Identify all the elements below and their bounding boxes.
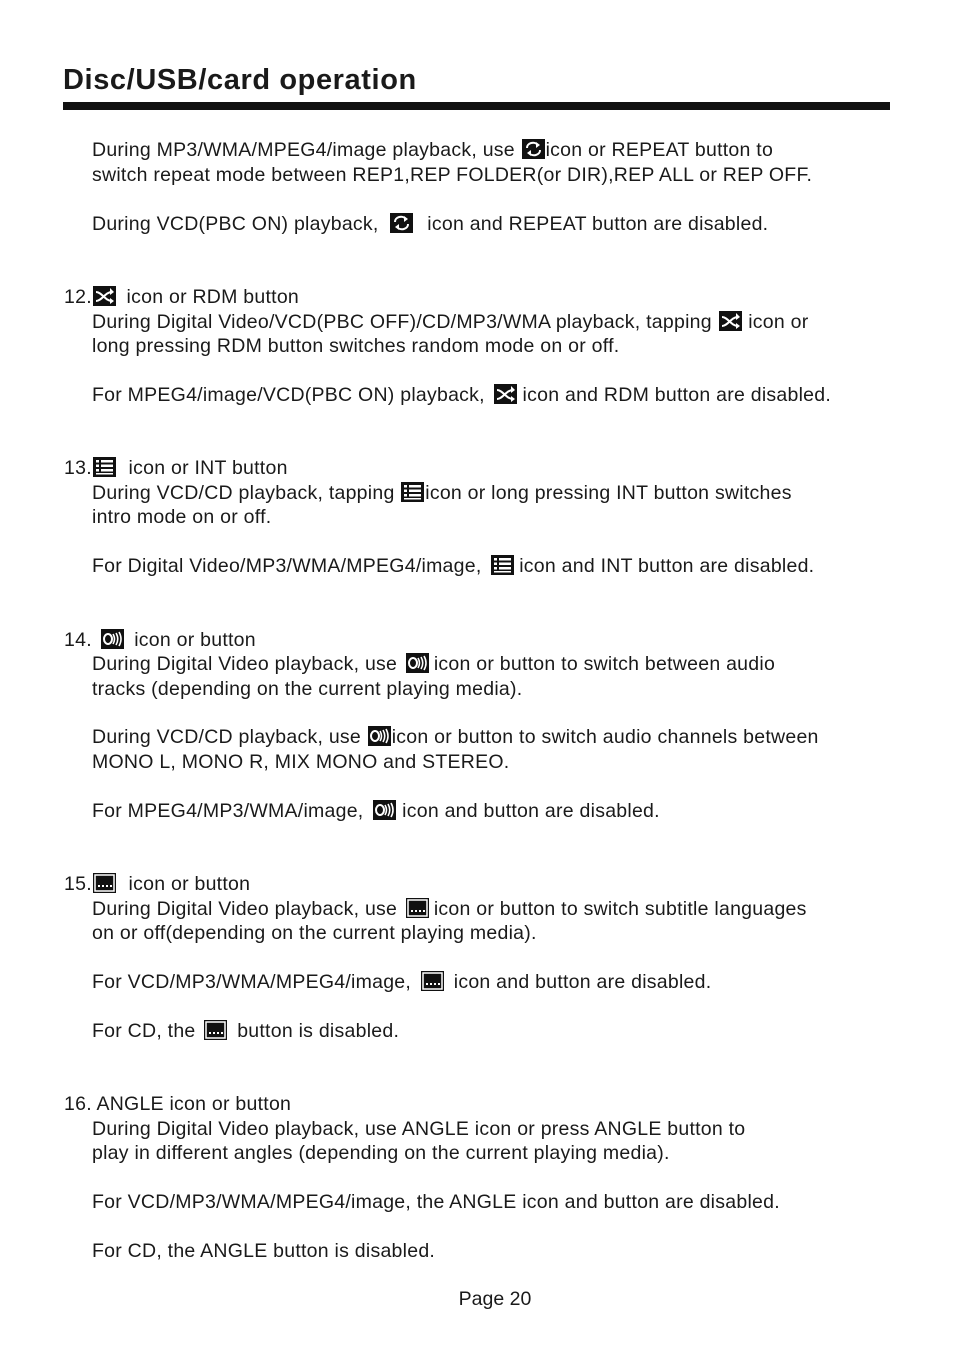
intro-list-icon — [93, 457, 116, 477]
section-14-line-4: MONO L, MONO R, MIX MONO and STEREO. — [92, 751, 510, 773]
repeat-icon — [390, 213, 413, 233]
section-14-heading: 14. icon or button — [64, 629, 256, 651]
random-icon — [719, 311, 742, 331]
title-rule — [63, 102, 890, 110]
section-12-line-1: During Digital Video/VCD(PBC OFF)/CD/MP3/WMA playback, tapping icon or — [92, 311, 809, 333]
repeat-line-2: switch repeat mode between REP1,REP FOLDER(or DIR),REP ALL or REP OFF. — [92, 164, 813, 186]
random-icon — [494, 384, 517, 404]
section-13-heading: 13. icon or INT button — [64, 457, 288, 479]
repeat-line-3: During VCD(PBC ON) playback, icon and REPEAT button are disabled. — [92, 213, 769, 235]
section-15-line-2: on or off(depending on the current playing media). — [92, 922, 537, 944]
section-13-line-1: During VCD/CD playback, tapping icon or long pressing INT button switches — [92, 482, 792, 504]
repeat-line-1: During MP3/WMA/MPEG4/image playback, use icon or REPEAT button to — [92, 139, 774, 161]
subtitle-icon — [93, 873, 116, 893]
subtitle-icon — [204, 1020, 227, 1040]
section-16-heading: 16. ANGLE icon or button — [64, 1093, 292, 1115]
section-14-line-5: For MPEG4/MP3/WMA/image, icon and button are disabled. — [92, 800, 660, 822]
section-14-line-1: During Digital Video playback, use icon or button to switch between audio — [92, 653, 776, 675]
section-15-heading: 15. icon or button — [64, 873, 251, 895]
section-16-line-4: For CD, the ANGLE button is disabled. — [92, 1240, 436, 1262]
section-14-line-3: During VCD/CD playback, use icon or button to switch audio channels between — [92, 726, 819, 748]
subtitle-icon — [421, 971, 444, 991]
section-15-line-1: During Digital Video playback, use icon or button to switch subtitle languages — [92, 898, 807, 920]
audio-track-icon — [101, 629, 124, 649]
section-16-line-1: During Digital Video playback, use ANGLE icon or press ANGLE button to — [92, 1118, 746, 1140]
section-14-line-2: tracks (depending on the current playing media). — [92, 678, 523, 700]
page-number: Page 20 — [458, 1288, 532, 1310]
random-icon — [93, 286, 116, 306]
section-13-line-2: intro mode on or off. — [92, 506, 272, 528]
section-12-line-2: long pressing RDM button switches random mode on or off. — [92, 335, 620, 357]
section-16-line-3: For VCD/MP3/WMA/MPEG4/image, the ANGLE icon and button are disabled. — [92, 1191, 780, 1213]
subtitle-icon — [406, 898, 429, 918]
intro-list-icon — [401, 482, 424, 502]
section-15-line-3: For VCD/MP3/WMA/MPEG4/image, icon and button are disabled. — [92, 971, 712, 993]
section-12-heading: 12. icon or RDM button — [64, 286, 300, 308]
section-15-line-4: For CD, the button is disabled. — [92, 1020, 400, 1042]
page-title: Disc/USB/card operation — [63, 64, 417, 96]
audio-track-icon — [406, 653, 429, 673]
repeat-icon — [522, 139, 545, 159]
audio-track-icon — [373, 800, 396, 820]
section-16-line-2: play in different angles (depending on the current playing media). — [92, 1142, 670, 1164]
section-13-line-3: For Digital Video/MP3/WMA/MPEG4/image, icon and INT button are disabled. — [92, 555, 815, 577]
section-12-line-3: For MPEG4/image/VCD(PBC ON) playback, icon and RDM button are disabled. — [92, 384, 832, 406]
intro-list-icon — [491, 555, 514, 575]
audio-track-icon — [368, 726, 391, 746]
